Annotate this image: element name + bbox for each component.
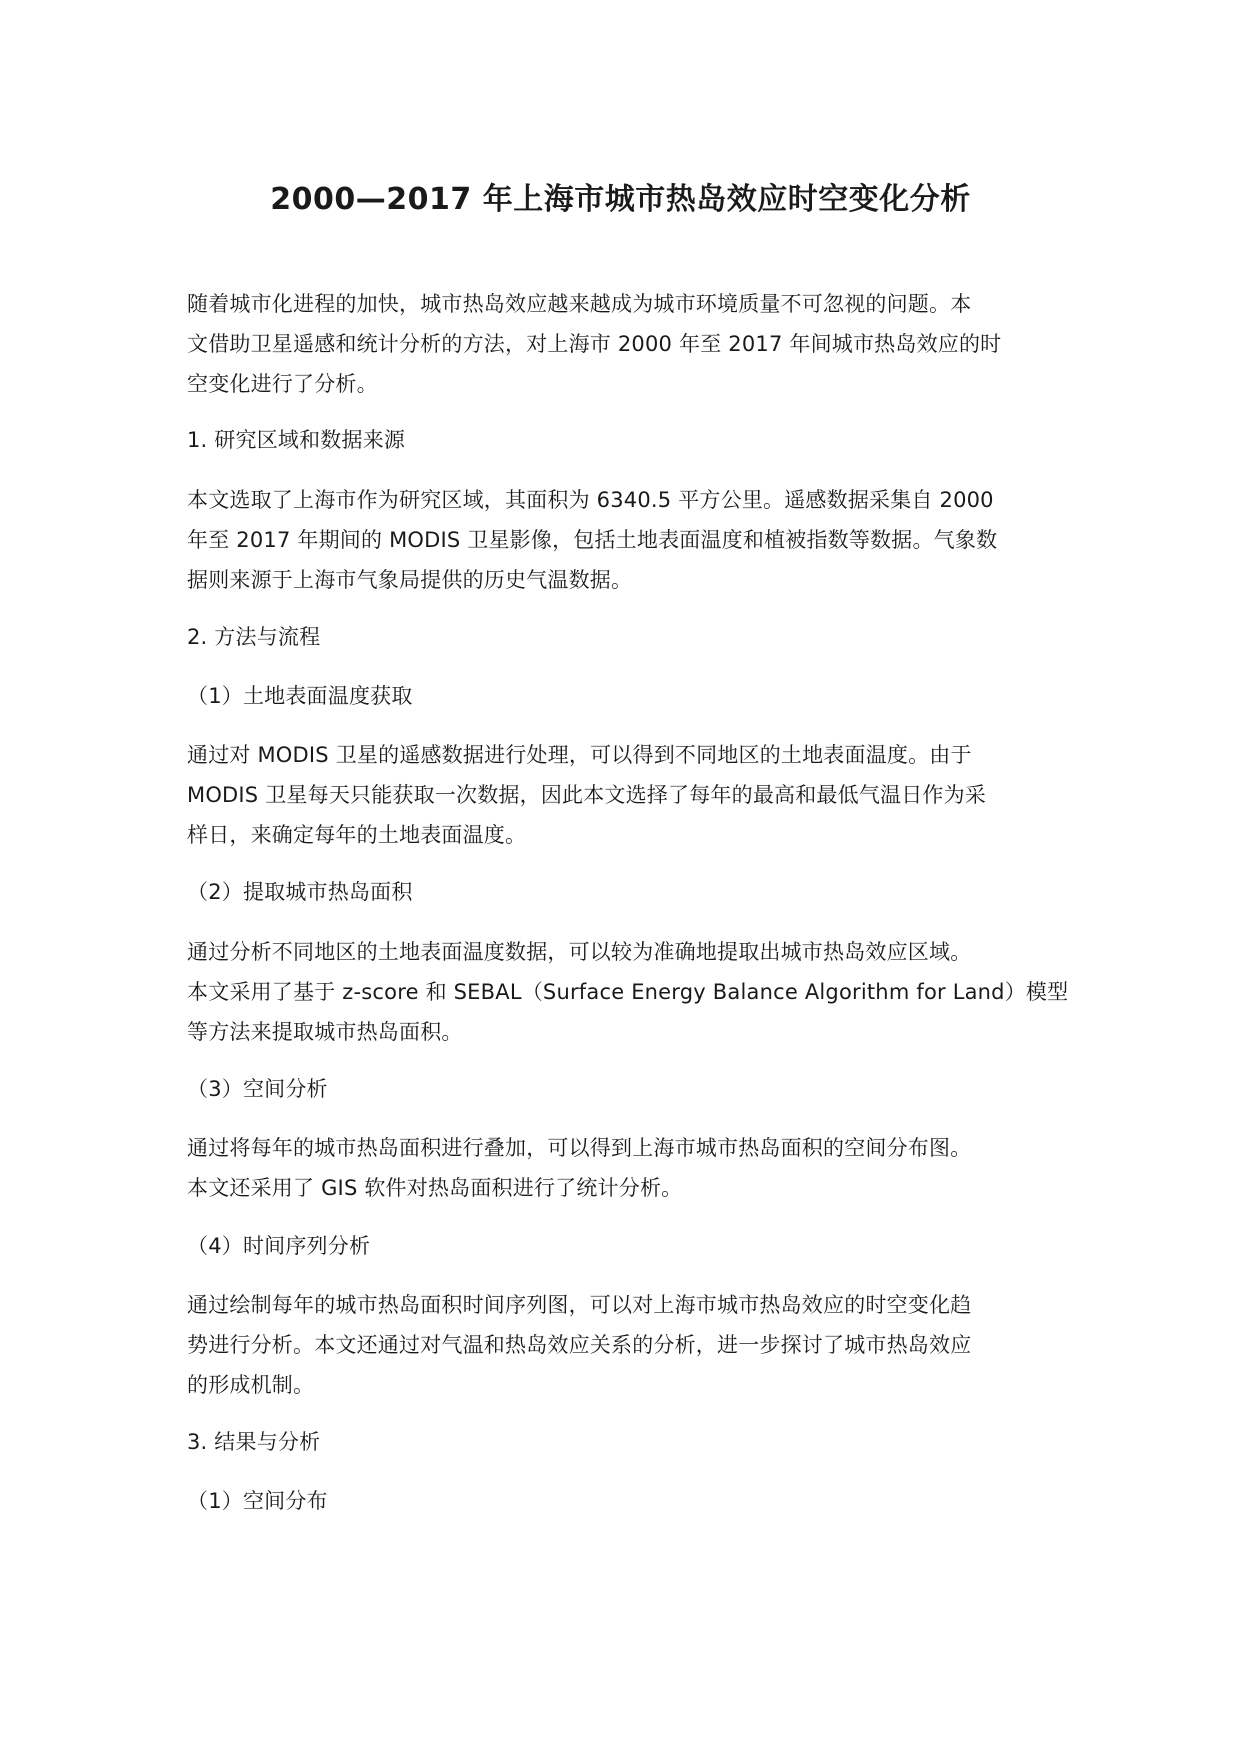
subsection-2-4-paragraph bbox=[187, 1285, 1057, 1405]
paragraph-line: 通过将每年的城市热岛面积进行叠加，可以得到上海市城市热岛面积的空间分布图。 bbox=[187, 1136, 972, 1160]
paragraph-line: MODIS 卫星每天只能获取一次数据，因此本文选择了每年的最高和最低气温日作为采 bbox=[187, 783, 987, 807]
paragraph-line: 年至 2017 年期间的 MODIS 卫星影像，包括土地表面温度和植被指数等数据。气象数 bbox=[187, 528, 998, 552]
subsection-2-1-heading: （1）土地表面温度获取 bbox=[187, 684, 413, 708]
intro-paragraph bbox=[187, 284, 1057, 404]
paragraph-line: 空变化进行了分析。 bbox=[187, 372, 378, 396]
paragraph-line: 通过对 MODIS 卫星的遥感数据进行处理，可以得到不同地区的土地表面温度。由于 bbox=[187, 743, 972, 767]
subsection-2-3-heading: （3）空间分析 bbox=[187, 1077, 328, 1101]
paragraph-line: 的形成机制。 bbox=[187, 1373, 315, 1397]
paragraph-line: 文借助卫星遥感和统计分析的方法，对上海市 2000 年至 2017 年间城市热岛效应的时 bbox=[187, 332, 1002, 356]
paragraph-line: 势进行分析。本文还通过对气温和热岛效应关系的分析，进一步探讨了城市热岛效应 bbox=[187, 1333, 972, 1357]
section-2-heading: 2. 方法与流程 bbox=[187, 625, 321, 649]
paragraph-line: 随着城市化进程的加快，城市热岛效应越来越成为城市环境质量不可忽视的问题。本 bbox=[187, 292, 972, 316]
paragraph-line: 等方法来提取城市热岛面积。 bbox=[187, 1020, 463, 1044]
paragraph-line: 通过分析不同地区的土地表面温度数据，可以较为准确地提取出城市热岛效应区域。 bbox=[187, 940, 972, 964]
section-1-heading: 1. 研究区域和数据来源 bbox=[187, 428, 406, 452]
subsection-2-1-paragraph bbox=[187, 735, 1057, 855]
paragraph-line: 本文还采用了 GIS 软件对热岛面积进行了统计分析。 bbox=[187, 1176, 683, 1200]
subsection-3-1-heading: （1）空间分布 bbox=[187, 1489, 328, 1513]
paragraph-line: 据则来源于上海市气象局提供的历史气温数据。 bbox=[187, 568, 633, 592]
subsection-2-2-heading: （2）提取城市热岛面积 bbox=[187, 880, 413, 904]
paragraph-line: 通过绘制每年的城市热岛面积时间序列图，可以对上海市城市热岛效应的时空变化趋 bbox=[187, 1293, 972, 1317]
document-title: 2000—2017 年上海市城市热岛效应时空变化分析 bbox=[270, 182, 971, 217]
subsection-2-2-paragraph bbox=[187, 932, 1069, 1052]
paragraph-line: 样日，来确定每年的土地表面温度。 bbox=[187, 823, 527, 847]
section-3-heading: 3. 结果与分析 bbox=[187, 1430, 321, 1454]
paragraph-line: 本文采用了基于 z-score 和 SEBAL（Surface Energy Balance Algorithm for Land）模型 bbox=[187, 980, 1069, 1004]
paragraph-line: 本文选取了上海市作为研究区域，其面积为 6340.5 平方公里。遥感数据采集自 2000 bbox=[187, 488, 994, 512]
subsection-2-3-paragraph bbox=[187, 1128, 1057, 1208]
subsection-2-4-heading: （4）时间序列分析 bbox=[187, 1234, 371, 1258]
section-1-paragraph bbox=[187, 480, 1057, 600]
